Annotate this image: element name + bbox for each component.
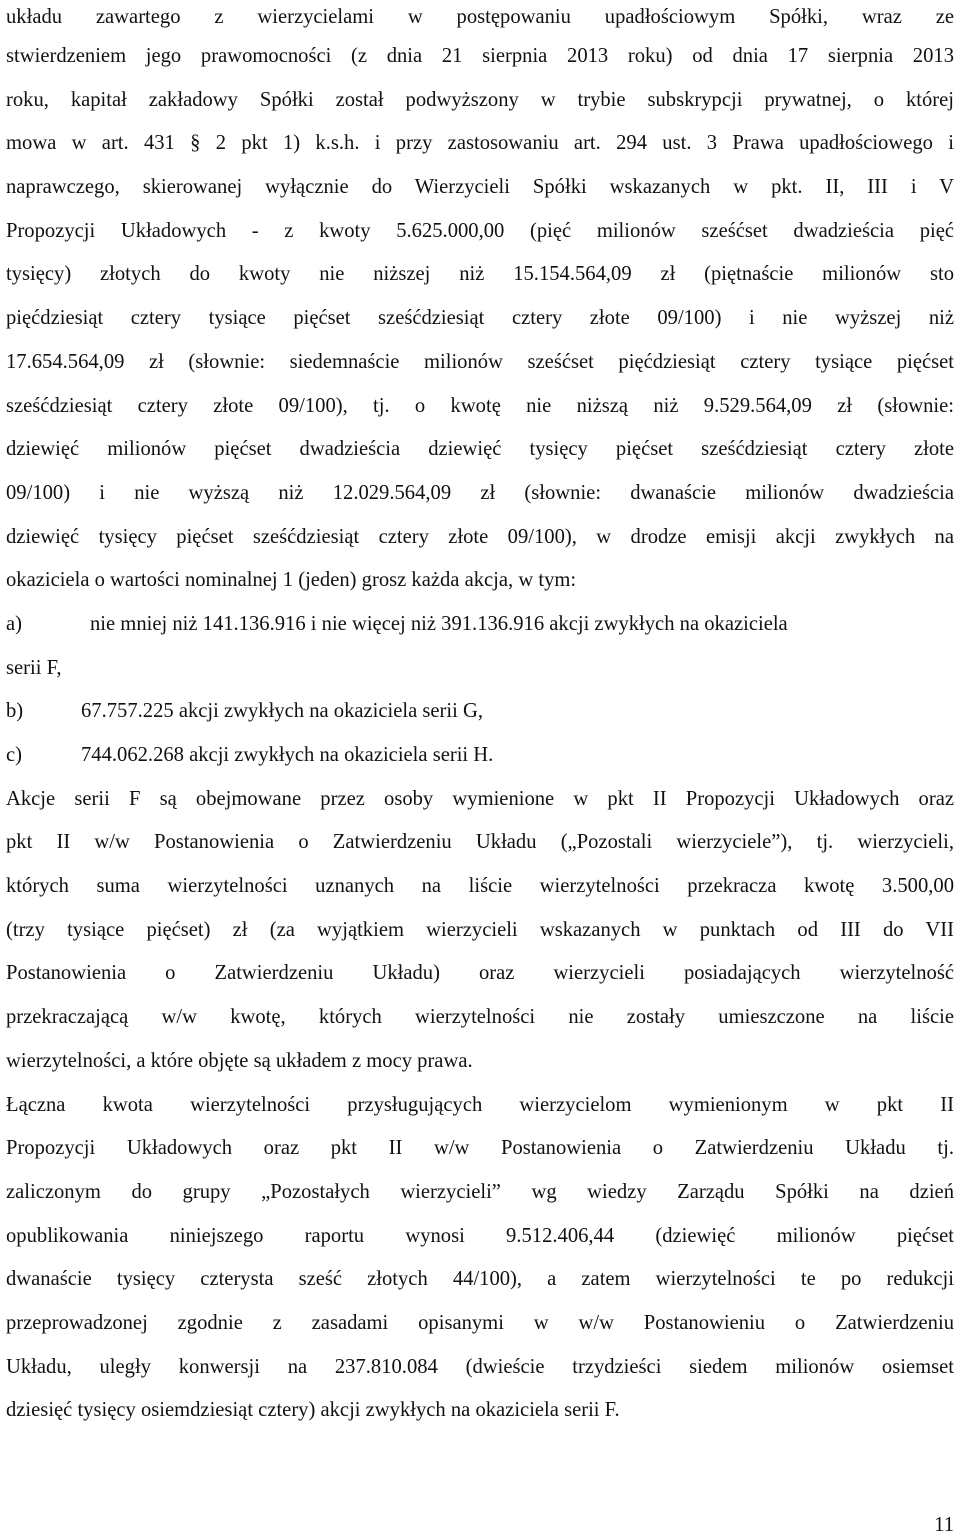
text-line: przeprowadzonej zgodnie z zasadami opisanymi w w/w Postanowieniu o Zatwierdzeniu [6,1311,954,1334]
text-line: 09/100) i nie wyższą niż 12.029.564,09 zł (słownie: dwanaście milionów dwadzieścia [6,481,954,504]
text-line: Propozycji Układowych - z kwoty 5.625.000,00 (pięć milionów sześćset dwadzieścia pięć [6,219,954,242]
text-line: okaziciela o wartości nominalnej 1 (jeden) grosz każda akcja, w tym: [6,569,577,592]
text-line: których suma wierzytelności uznanych na liście wierzytelności przekracza kwotę 3.500,00 [6,875,954,898]
text-line: Akcje serii F są obejmowane przez osoby wymienione w pkt II Propozycji Układowych oraz [6,787,954,810]
list-marker: a) [6,612,22,635]
text-line: mowa w art. 431 § 2 pkt 1) k.s.h. i przy zastosowaniu art. 294 ust. 3 Prawa upadłościowego i [6,132,954,155]
text-line: tysięcy) złotych do kwoty nie niższej niż 15.154.564,09 zł (piętnaście milionów sto [6,263,954,286]
list-item-text: 744.062.268 akcji zwykłych na okaziciela serii H. [81,744,494,766]
list-item-b [6,690,954,734]
text-line: Postanowienia o Zatwierdzeniu Układu) oraz wierzycieli posiadających wierzytelność [6,962,954,985]
list-marker: b) [6,700,24,723]
text-line: przekraczającą w/w kwotę, których wierzytelności nie zostały umieszczone na liście [6,1006,954,1029]
text-line: roku, kapitał zakładowy Spółki został podwyższony w trybie subskrypcji prywatnej, o której [6,88,954,111]
page-number: 11 [934,1514,954,1536]
list-item-text: nie mniej niż 141.136.916 i nie więcej niż 391.136.916 akcji zwykłych na okaziciela [90,612,788,635]
text-line: układu zawartego z wierzycielami w postępowaniu upadłościowym Spółki, wraz ze [6,6,954,28]
list-item-a [6,603,954,647]
text-line: naprawczego, skierowanej wyłącznie do Wierzycieli Spółki wskazanych w pkt. II, III i V [6,176,954,199]
text-line: Łączna kwota wierzytelności przysługujących wierzycielom wymienionym w pkt II [6,1093,954,1116]
text-line: pięćdziesiąt cztery tysiące pięćset sześćdziesiąt cztery złote 09/100) i nie wyższej niż [6,307,954,330]
list-item-a-continued [6,647,954,691]
text-line: Propozycji Układowych oraz pkt II w/w Postanowienia o Zatwierdzeniu Układu tj. [6,1137,954,1160]
text-line: 17.654.564,09 zł (słownie: siedemnaście milionów sześćset pięćdziesiąt cztery tysiące pięćset [6,350,954,373]
list-item-text: 67.757.225 akcji zwykłych na okaziciela serii G, [81,700,484,723]
text-line: dwanaście tysięcy czterysta sześć złotych 44/100), a zatem wierzytelności te po redukcji [6,1268,954,1291]
text-line: opublikowania niniejszego raportu wynosi 9.512.406,44 (dziewięć milionów pięćset [6,1224,954,1247]
text-line: pkt II w/w Postanowienia o Zatwierdzeniu Układu („Pozostali wierzyciele”), tj. wierzycieli, [6,831,954,854]
text-line: zaliczonym do grupy „Pozostałych wierzycieli” wg wiedzy Zarządu Spółki na dzień [6,1180,954,1203]
list-marker: c) [6,744,22,766]
list-item-text: serii F, [6,656,62,679]
text-line: (trzy tysiące pięćset) zł (za wyjątkiem wierzycieli wskazanych w punktach od III do VII [6,918,954,941]
text-line: dziewięć milionów pięćset dwadzieścia dziewięć tysięcy pięćset sześćdziesiąt cztery złote [6,438,954,461]
text-line: stwierdzeniem jego prawomocności (z dnia 21 sierpnia 2013 roku) od dnia 17 sierpnia 2013 [6,45,954,67]
text-line: wierzytelności, a które objęte są układem z mocy prawa. [6,1049,473,1072]
document-body [6,0,954,1433]
text-line: sześćdziesiąt cztery złote 09/100), tj. o kwotę nie niższą niż 9.529.564,09 zł (słownie: [6,394,954,417]
text-line: dziesięć tysięcy osiemdziesiąt cztery) akcji zwykłych na okaziciela serii F. [6,1399,620,1422]
text-line: dziewięć tysięcy pięćset sześćdziesiąt cztery złote 09/100), w drodze emisji akcji zwykłych na [6,525,954,548]
list-item-c [6,734,954,778]
text-line: Układu, uległy konwersji na 237.810.084 (dwieście trzydzieści siedem milionów osiemset [6,1355,954,1378]
